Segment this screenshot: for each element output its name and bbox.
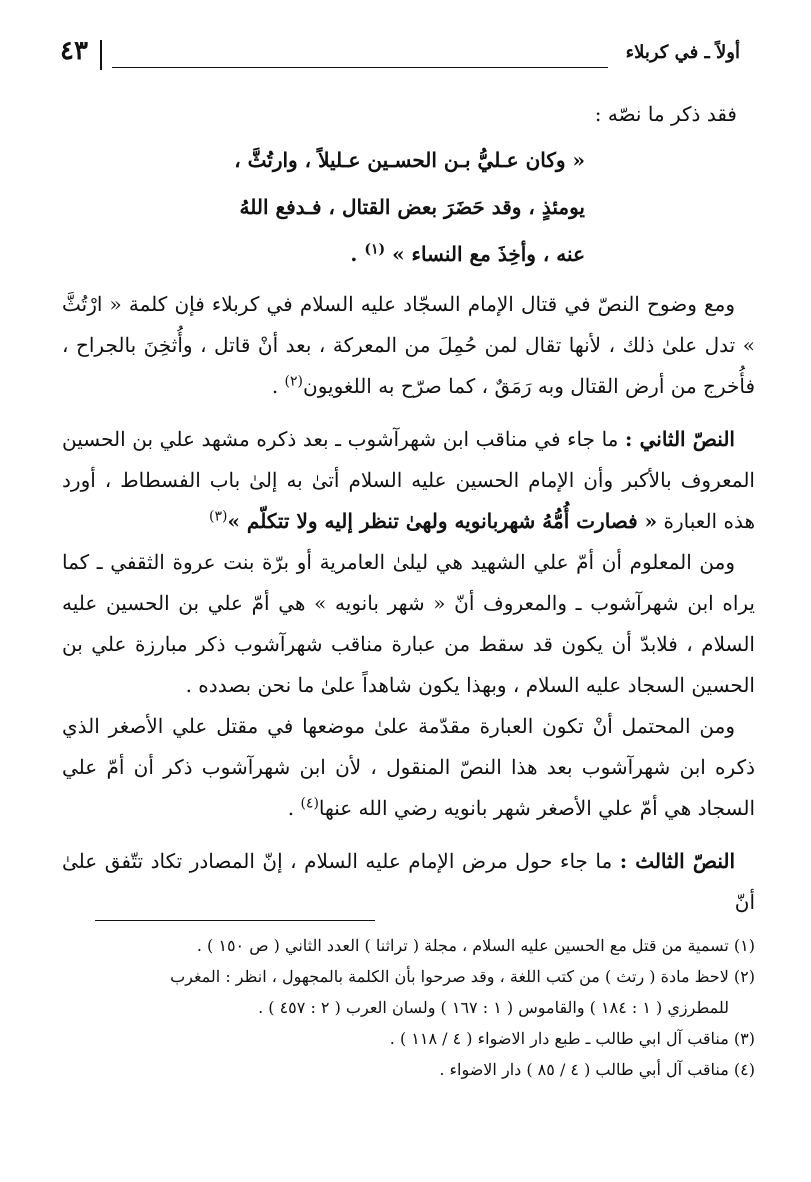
header-tick <box>100 40 102 70</box>
footnote-ref-1: (١) <box>364 241 386 258</box>
running-title: أولاً ـ في كربلاء <box>625 42 740 63</box>
quote-line-3: عنه ، وأخِذَ مع النساء » $^{(١)}$ . <box>350 241 585 266</box>
footnote-ref-2: (٢) <box>284 373 304 390</box>
paragraph-3: ومن المعلوم أن أمّ علي الشهيد هي ليلىٰ العامرية أو برّة بنت عروة الثقفي ـ كما يراه ابن شهرآشوب ـ والمعروف أنّ « شهر بانويه » هي أمّ علي بن الحسين عليه السلام ، فلابدّ أن يكون قد سقط من عبارة مناقب شهرآشوب ذكر مبارزة علي بن الحسين السجاد عليه السلام ، وبهذا يكون شاهداً علىٰ ما نحن بصدده . <box>62 550 755 697</box>
footnote-4: (٤) مناقب آل أبي طالب ( ٤ / ٨٥ ) دار الاضواء . <box>439 1060 755 1079</box>
quote-line-1: « وكان عـليُّ بـن الحسـين عـليلاً ، وارتُثَّ ، <box>234 148 585 172</box>
footnote-rule <box>95 920 375 921</box>
footnote-2-continued: للمطرزي ( ١ : ١٨٤ ) والقاموس ( ١ : ١٦٧ ) ولسان العرب ( ٢ : ٤٥٧ ) . <box>258 998 729 1017</box>
footnote-ref-3: (٣) <box>208 508 228 525</box>
paragraph-4-text: ومن المحتمل أنْ تكون العبارة مقدّمة علىٰ موضعها في مقتل علي الأصغر الذي ذكره ابن شهرآشوب بعد هذا النصّ المنقول ، لأن ابن شهرآشوب ذكر أن أمّ علي السجاد هي أمّ علي الأصغر شهر بانويه رضي الله عنها <box>62 714 755 820</box>
page-body <box>62 94 755 923</box>
page-number: ٤٣ <box>60 36 88 66</box>
footnotes <box>62 930 755 1085</box>
paragraph-2-lead: النصّ الثاني : <box>625 427 735 451</box>
paragraph-4: ومن المحتمل أنْ تكون العبارة مقدّمة علىٰ موضعها في مقتل علي الأصغر الذي ذكره ابن شهرآشوب بعد هذا النصّ المنقول ، لأن ابن شهرآشوب ذكر أن أمّ علي السجاد هي أمّ علي الأصغر شهر بانويه رضي الله عنها$^{(٤)}$ . <box>62 714 755 820</box>
paragraph-2-text: ما جاء في مناقب ابن شهرآشوب ـ بعد ذكره مشهد علي بن الحسين المعروف بالأكبر وأن الإمام الحسين عليه السلام أتىٰ به إلىٰ باب الفسطاط ، أورد هذه العبارة <box>62 427 755 533</box>
header-rule <box>112 67 608 68</box>
paragraph-2-quote: « فصارت أُمُّهُ شهربانويه ولهىٰ تنظر إليه ولا تتكلّم » <box>227 509 658 533</box>
intro-line: فقد ذكر ما نصّه : <box>594 102 737 126</box>
paragraph-2 <box>62 419 755 542</box>
paragraph-5-lead: النصّ الثالث : <box>619 849 736 873</box>
quote-line-3-text: عنه ، وأخِذَ مع النساء » <box>392 242 585 266</box>
paragraph-1: ومع وضوح النصّ في قتال الإمام السجّاد عليه السلام في كربلاء فإن كلمة « ارْتُثَّ » تدل علىٰ ذلك ، لأنها تقال لمن حُمِلَ من المعركة ، بعد أنْ قاتل ، وأُثخِنَ بالجراح ، فأُخرج من أرض القتال وبه رَمَقٌ ، كما صرّح به اللغويون$^{(٢)}$ . <box>62 292 755 398</box>
footnote-1: (١) تسمية من قتل مع الحسين عليه السلام ، مجلة ( تراثنا ) العدد الثاني ( ص ١٥٠ ) . <box>196 936 755 955</box>
block-quote <box>172 137 585 278</box>
paragraph-1-text: ومع وضوح النصّ في قتال الإمام السجّاد عليه السلام في كربلاء فإن كلمة « ارْتُثَّ » تدل علىٰ ذلك ، لأنها تقال لمن حُمِلَ من المعركة ، بعد أنْ قاتل ، وأُثخِنَ بالجراح ، فأُخرج من أرض القتال وبه رَمَقٌ ، كما صرّح به اللغويون <box>62 292 755 398</box>
footnote-3: (٣) مناقب آل ابي طالب ـ طبع دار الاضواء ( ٤ / ١١٨ ) . <box>389 1029 755 1048</box>
paragraph-5-text: ما جاء حول مرض الإمام عليه السلام ، إنّ المصادر تكاد تتّفق علىٰ أنّ <box>62 849 755 914</box>
page-header <box>60 36 740 82</box>
quote-line-2: يومئذٍ ، وقد حَضَرَ بعض القتال ، فـدفع اللهُ <box>239 195 585 219</box>
paragraph-5 <box>62 841 755 923</box>
footnote-ref-4: (٤) <box>300 795 319 812</box>
footnote-2: (٢) لاحظ مادة ( رتث ) من كتب اللغة ، وقد صرحوا بأن الكلمة بالمجهول ، انظر : المغرب <box>170 967 755 986</box>
